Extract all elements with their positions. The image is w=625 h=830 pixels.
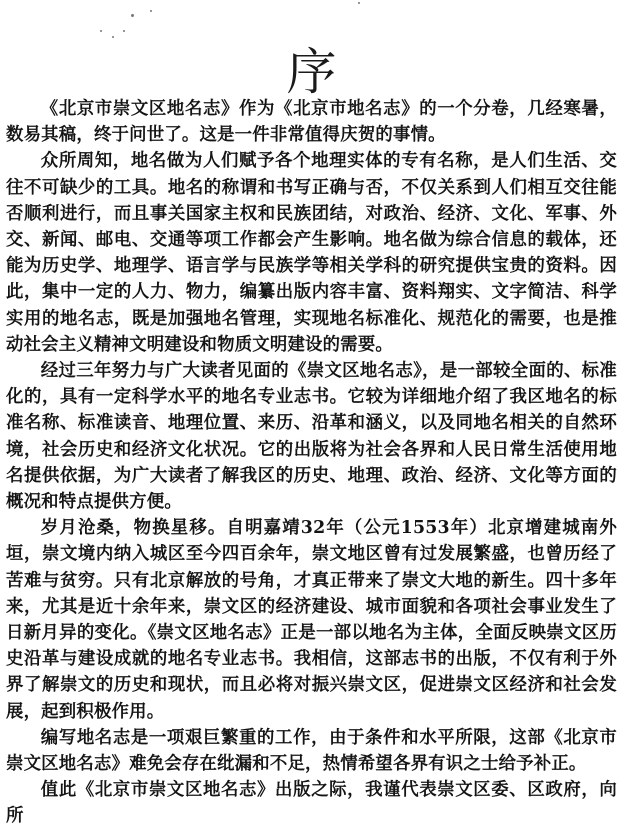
paragraph-1: 《北京市崇文区地名志》作为《北京市地名志》的一个分卷，几经寒暑，数易其稿，终于问世了。这是一件非常值得庆贺的事情。 — [6, 99, 617, 146]
scan-speck — [150, 10, 152, 12]
scan-speck — [131, 14, 134, 17]
paragraph-5: 编写地名志是一项艰巨繁重的工作，由于条件和水平所限，这部《北京市崇文区地名志》难免会存在纰漏和不足，热情希望各界有识之士给予补正。 — [6, 727, 617, 775]
scan-speck — [123, 30, 125, 32]
page-title: 序 — [286, 42, 339, 101]
paragraph-2: 众所周知，地名做为人们赋予各个地理实体的专有名称，是人们生活、交往不可缺少的工具。地名的称谓和书写正确与否，不仅关系到人们相互交往能否顺利进行，而且事关国家主权和民族团结，对政治、经济、文化、军事、外交、新闻、邮电、交通等项工作都会产生影响。地名做为综合信息的载体，还能为历史学、地理学、语言学与民族学等相关学科的研究提供宝贵的资料。因此，集中一定的人力、物力，编纂出版内容丰富、资料翔实、文字简洁、科学实用的地名志，既是加强地名管理，实现地名标准化、规范化的需要，也是推动社会主义精神文明建设和物质文明建设的需要。 — [6, 151, 617, 355]
paragraph-4: 岁月沧桑，物换星移。自明嘉靖32年（公元1553年）北京增建城南外垣，崇文境内纳入城区至今四百余年，崇文地区曾有过发展繁盛，也曾历经了苦难与贫穷。只有北京解放的号角，才真正带来了崇文大地的新生。四十多年来，尤其是近十余年来，崇文区的经济建设、城市面貌和各项社会事业发生了日新月异的变化。《崇文区地名志》正是一部以地名为主体，全面反映崇文区历史沿革与建设成就的地名专业志书。我相信，这部志书的出版，不仅有利于外界了解崇文的历史和现状，而且必将对振兴崇文区，促进崇文区经济和社会发展，起到积极作用。 — [6, 518, 617, 722]
scan-speck — [112, 36, 114, 38]
preface-body — [6, 96, 617, 830]
scan-speck — [358, 2, 360, 4]
paragraph-3: 经过三年努力与广大读者见面的《崇文区地名志》，是一部较全面的、标准化的，具有一定科学水平的地名专业志书。它较为详细地介绍了我区地名的标准名称、标准读音、地理位置、来历、沿革和涵义，以及同地名相关的自然环境，社会历史和经济文化状况。它的出版将为社会各界和人民日常生活使用地名提供依据，为广大读者了解我区的历史、地理、政治、经济、文化等方面的概况和特点提供方便。 — [6, 361, 617, 513]
paragraph-6: 值此《北京市崇文区地名志》出版之际，我谨代表崇文区委、区政府，向所 — [6, 780, 617, 827]
scan-speck — [100, 30, 102, 32]
